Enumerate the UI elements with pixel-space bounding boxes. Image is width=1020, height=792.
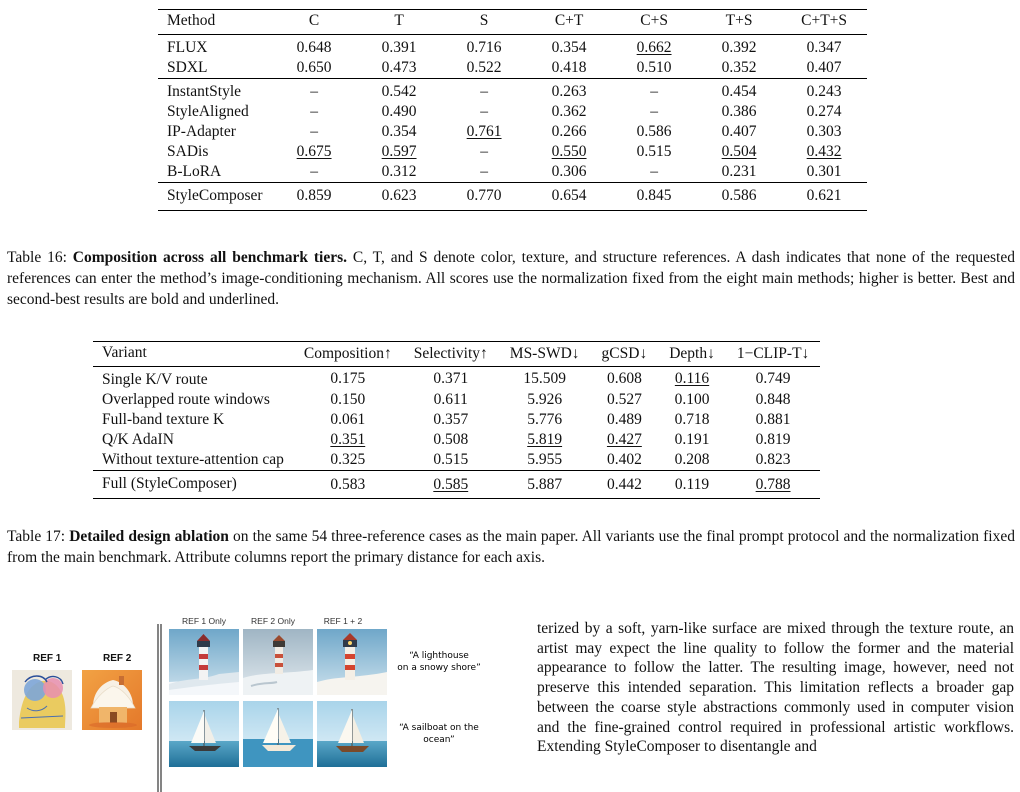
column-header: T+S xyxy=(697,10,782,35)
row-label: Overlapped route windows xyxy=(102,391,270,408)
cell-value: – xyxy=(650,163,658,180)
table-row xyxy=(158,102,867,122)
table-cell xyxy=(272,35,357,59)
cell-value: 5.819 xyxy=(527,431,563,448)
table-cell xyxy=(442,122,527,142)
table-cell xyxy=(527,58,612,79)
table-17 xyxy=(93,341,820,499)
sailboat-ref2-only xyxy=(243,701,313,767)
table-cell xyxy=(499,367,591,391)
table-cell xyxy=(272,58,357,79)
cell-value: 0.371 xyxy=(433,369,469,387)
column-header: T xyxy=(357,10,442,35)
row-label: B-LoRA xyxy=(167,163,222,180)
table-cell xyxy=(591,410,659,430)
cell-value: 0.489 xyxy=(606,411,642,428)
cell-value: 0.654 xyxy=(551,187,587,204)
cell-value: 0.386 xyxy=(721,103,757,120)
table-cell xyxy=(272,122,357,142)
cell-value: 0.881 xyxy=(755,411,791,428)
cell-value: 0.266 xyxy=(551,123,587,140)
cell-value: 0.648 xyxy=(296,39,332,56)
table-cell xyxy=(293,367,403,391)
cell-value: 0.427 xyxy=(606,431,642,448)
cell-value: 0.263 xyxy=(551,83,587,100)
cell-value: 0.515 xyxy=(636,143,672,160)
cell-value: 0.175 xyxy=(330,369,366,387)
cell-value: 0.788 xyxy=(755,475,791,493)
table-cell xyxy=(697,122,782,142)
table-cell xyxy=(293,410,403,430)
table-row xyxy=(93,390,820,410)
table-cell xyxy=(726,410,820,430)
table-cell xyxy=(527,35,612,59)
sailboat-ref1-2 xyxy=(317,701,387,767)
cell-value: 0.301 xyxy=(806,163,842,180)
row-label: StyleAligned xyxy=(167,103,249,120)
cell-value: 0.848 xyxy=(755,391,791,408)
column-header: C xyxy=(272,10,357,35)
cell-value: – xyxy=(650,83,658,100)
cell-value: 0.391 xyxy=(381,39,417,56)
column-header-ref1-only: REF 1 Only xyxy=(182,616,226,626)
column-header: gCSD↓ xyxy=(591,342,659,367)
table-cell xyxy=(726,390,820,410)
ref2-label: REF 2 xyxy=(103,653,132,664)
cell-value: 0.859 xyxy=(296,187,332,204)
table-row xyxy=(158,162,867,183)
prompt-sailboat-line2: ocean” xyxy=(423,735,455,745)
table-cell xyxy=(697,79,782,103)
cell-value: 0.432 xyxy=(806,143,842,160)
row-label: Q/K AdaIN xyxy=(102,431,174,448)
cell-value: 0.354 xyxy=(381,123,417,140)
cell-value: 0.761 xyxy=(466,123,502,140)
cell-value: 0.608 xyxy=(606,369,642,387)
lighthouse-ref1-only xyxy=(169,629,239,695)
table-row xyxy=(158,183,867,211)
table-cell xyxy=(591,390,659,410)
row-label: StyleComposer xyxy=(158,183,272,211)
table-cell xyxy=(499,430,591,450)
column-header: Method xyxy=(158,10,272,35)
cell-value: 0.402 xyxy=(606,451,642,468)
table-cell xyxy=(658,390,726,410)
table-cell xyxy=(293,430,403,450)
table-cell xyxy=(697,102,782,122)
cell-value: 5.887 xyxy=(527,475,563,493)
table-cell xyxy=(527,162,612,183)
cell-value: – xyxy=(480,143,488,160)
table-cell xyxy=(527,183,612,211)
table-row xyxy=(93,471,820,499)
cell-value: 0.623 xyxy=(381,187,417,204)
column-header: S xyxy=(442,10,527,35)
column-header: MS-SWD↓ xyxy=(499,342,591,367)
table-cell xyxy=(293,390,403,410)
cell-value: 0.749 xyxy=(755,369,791,387)
sailboat-ref1-only xyxy=(169,701,239,767)
table-cell xyxy=(499,471,591,499)
cell-value: 0.351 xyxy=(330,431,366,448)
table-cell xyxy=(591,367,659,391)
cell-value: 0.718 xyxy=(674,411,710,428)
table-cell xyxy=(612,35,697,59)
table-cell xyxy=(442,162,527,183)
cell-value: – xyxy=(650,103,658,120)
table-cell xyxy=(442,35,527,59)
caption-label: Table 16: xyxy=(7,249,73,266)
table-cell xyxy=(612,102,697,122)
table-cell xyxy=(782,142,867,162)
table-cell xyxy=(442,142,527,162)
cell-value: – xyxy=(310,123,318,140)
cell-value: 5.776 xyxy=(527,411,563,428)
table-cell xyxy=(442,183,527,211)
cell-value: 0.100 xyxy=(674,391,710,408)
table-cell xyxy=(612,79,697,103)
table-cell xyxy=(357,122,442,142)
cell-value: 0.407 xyxy=(721,123,757,140)
cell-value: 0.306 xyxy=(551,163,587,180)
table-cell xyxy=(272,102,357,122)
table-cell xyxy=(782,79,867,103)
table-row xyxy=(158,35,867,59)
table-cell xyxy=(403,390,499,410)
table-cell xyxy=(357,102,442,122)
table-cell xyxy=(272,162,357,183)
cell-value: 0.150 xyxy=(330,391,366,408)
table-cell xyxy=(726,471,820,499)
cell-value: 0.583 xyxy=(330,475,366,493)
body-paragraph: terized by a soft, yarn-like surface are mixed through the texture route, an artist may expect the line quality to follow the former and the material appearance to follow the latter. The resulting image, however, need not preserve this intended separation. This limitation reflects a broader gap between the coarse style abstractions commonly used in computer vision and the fine-grained control required in professional artistic workflows. Extending StyleComposer to disentangle and xyxy=(537,620,1014,756)
cell-value: 0.407 xyxy=(806,59,842,76)
table-row xyxy=(158,58,867,79)
cell-value: 0.586 xyxy=(721,187,757,204)
table-cell xyxy=(697,142,782,162)
table-row xyxy=(93,410,820,430)
row-label: Single K/V route xyxy=(102,371,208,388)
column-header: C+T xyxy=(527,10,612,35)
column-header: Depth↓ xyxy=(658,342,726,367)
cell-value: 0.550 xyxy=(551,143,587,160)
table-cell xyxy=(658,410,726,430)
cell-value: 0.352 xyxy=(721,59,757,76)
column-header: C+T+S xyxy=(782,10,867,35)
table-cell xyxy=(697,162,782,183)
prompt-lighthouse-line2: on a snowy shore” xyxy=(397,663,481,673)
cell-value: – xyxy=(310,163,318,180)
cell-value: 0.303 xyxy=(806,123,842,140)
table-cell xyxy=(782,183,867,211)
cell-value: 0.473 xyxy=(381,59,417,76)
table-cell xyxy=(293,450,403,471)
table-cell xyxy=(357,162,442,183)
table-row xyxy=(158,79,867,103)
cell-value: 0.597 xyxy=(381,143,417,160)
table-cell xyxy=(357,142,442,162)
cell-value: 0.508 xyxy=(433,431,469,448)
cell-value: 0.191 xyxy=(674,431,710,448)
cell-value: – xyxy=(310,103,318,120)
cell-value: – xyxy=(480,83,488,100)
cell-value: 0.770 xyxy=(466,187,502,204)
table-cell xyxy=(527,142,612,162)
prompt-lighthouse-line1: “A lighthouse xyxy=(409,651,469,661)
table-row xyxy=(93,450,820,471)
cell-value: 0.490 xyxy=(381,103,417,120)
cell-value: 0.325 xyxy=(330,451,366,468)
cell-value: 0.392 xyxy=(721,39,757,56)
table-row xyxy=(158,142,867,162)
cell-value: 0.208 xyxy=(674,451,710,468)
cell-value: 0.454 xyxy=(721,83,757,100)
table-cell xyxy=(658,450,726,471)
cell-value: – xyxy=(480,103,488,120)
table-cell xyxy=(272,142,357,162)
cell-value: 0.819 xyxy=(755,431,791,448)
table-cell xyxy=(782,35,867,59)
cell-value: 0.119 xyxy=(674,475,710,493)
table-cell xyxy=(726,430,820,450)
style-composition-figure xyxy=(7,612,487,792)
caption-text: on the same 54 three-reference cases as the main paper. All variants use the final prompt protocol and the normalization fixed from the main benchmark. Attribute columns report the primary distance for each axis. xyxy=(7,528,1015,566)
cell-value: 0.716 xyxy=(466,39,502,56)
lighthouse-ref1-2 xyxy=(317,629,387,695)
cell-value: 0.347 xyxy=(806,39,842,56)
table-cell xyxy=(782,162,867,183)
cell-value: 0.675 xyxy=(296,143,332,160)
row-label: SADis xyxy=(167,143,209,160)
ref1-label: REF 1 xyxy=(33,653,62,664)
table-16-caption xyxy=(7,247,1015,310)
table-cell xyxy=(591,430,659,450)
table-cell xyxy=(612,183,697,211)
column-header: 1−CLIP-T↓ xyxy=(726,342,820,367)
cell-value: 0.312 xyxy=(381,163,417,180)
row-label: IP-Adapter xyxy=(167,123,236,140)
table-cell xyxy=(357,58,442,79)
caption-title: Composition across all benchmark tiers. xyxy=(72,249,347,266)
table-cell xyxy=(726,450,820,471)
cell-value: 0.527 xyxy=(606,391,642,408)
cell-value: 0.845 xyxy=(636,187,672,204)
cell-value: 0.354 xyxy=(551,39,587,56)
table-cell xyxy=(612,58,697,79)
cell-value: 0.662 xyxy=(636,39,672,56)
table-16 xyxy=(158,9,867,211)
table-cell xyxy=(612,122,697,142)
row-label: SDXL xyxy=(167,59,208,76)
lighthouse-ref2-only xyxy=(243,629,313,695)
cell-value: 5.926 xyxy=(527,391,563,408)
table-cell xyxy=(726,367,820,391)
cell-value: 0.362 xyxy=(551,103,587,120)
table-row xyxy=(93,367,820,391)
column-header: Composition↑ xyxy=(293,342,403,367)
caption-text: C, T, and S denote color, texture, and structure references. A dash indicates that none of the requested references can enter the method’s image-conditioning mechanism. All scores use the normalization fixed from the eight main methods; higher is better. Best and second-best results are bold and underlined. xyxy=(7,249,1015,308)
table-17-caption xyxy=(7,526,1015,568)
column-header: C+S xyxy=(612,10,697,35)
prompt-sailboat-line1: “A sailboat on the xyxy=(399,723,479,733)
table-cell xyxy=(357,79,442,103)
cell-value: 0.515 xyxy=(433,451,469,468)
table-cell xyxy=(527,79,612,103)
column-header-ref1-2: REF 1 + 2 xyxy=(323,616,363,626)
caption-title: Detailed design ablation xyxy=(69,528,229,545)
table-cell xyxy=(499,450,591,471)
cell-value: – xyxy=(310,83,318,100)
cell-value: 0.542 xyxy=(381,83,417,100)
table-cell xyxy=(403,410,499,430)
table-row xyxy=(93,430,820,450)
table-row xyxy=(158,122,867,142)
column-header: Variant xyxy=(93,342,293,367)
cell-value: 0.231 xyxy=(721,163,757,180)
table-cell xyxy=(591,450,659,471)
table-cell xyxy=(442,102,527,122)
table-cell xyxy=(697,58,782,79)
cell-value: 0.442 xyxy=(606,475,642,493)
table-cell xyxy=(527,122,612,142)
column-header: Selectivity↑ xyxy=(403,342,499,367)
cell-value: 0.586 xyxy=(636,123,672,140)
table-cell xyxy=(357,183,442,211)
table-cell xyxy=(527,102,612,122)
cell-value: 0.650 xyxy=(296,59,332,76)
table-cell xyxy=(403,367,499,391)
cell-value: 0.274 xyxy=(806,103,842,120)
cell-value: 0.823 xyxy=(755,451,791,468)
table-cell xyxy=(658,471,726,499)
table-cell xyxy=(499,410,591,430)
table-cell xyxy=(442,58,527,79)
table-cell xyxy=(293,471,403,499)
table-cell xyxy=(357,35,442,59)
caption-label: Table 17: xyxy=(7,528,70,545)
table-cell xyxy=(591,471,659,499)
cell-value: 0.357 xyxy=(433,411,469,428)
column-header-ref2-only: REF 2 Only xyxy=(251,616,295,626)
row-label: Full-band texture K xyxy=(102,411,225,428)
row-label: FLUX xyxy=(167,39,208,56)
cell-value: – xyxy=(480,163,488,180)
row-label: Without texture-attention cap xyxy=(102,451,284,468)
table-cell xyxy=(272,183,357,211)
cell-value: 5.955 xyxy=(527,451,563,468)
table-cell xyxy=(782,102,867,122)
row-label: InstantStyle xyxy=(158,79,272,103)
cell-value: 0.510 xyxy=(636,59,672,76)
table-cell xyxy=(697,183,782,211)
cell-value: 0.611 xyxy=(433,391,468,408)
cell-value: 0.585 xyxy=(433,475,469,493)
table-cell xyxy=(499,390,591,410)
table-cell xyxy=(658,367,726,391)
cell-value: 0.061 xyxy=(330,411,366,428)
table-cell xyxy=(697,35,782,59)
table-cell xyxy=(403,430,499,450)
cell-value: 15.509 xyxy=(523,369,566,387)
ref1-image xyxy=(12,670,72,730)
table-cell xyxy=(782,58,867,79)
table-cell xyxy=(272,79,357,103)
cell-value: 0.621 xyxy=(806,187,842,204)
table-cell xyxy=(612,162,697,183)
table-cell xyxy=(403,450,499,471)
cell-value: 0.418 xyxy=(551,59,587,76)
table-cell xyxy=(658,430,726,450)
cell-value: 0.522 xyxy=(466,59,502,76)
cell-value: 0.243 xyxy=(806,83,842,100)
table-cell xyxy=(612,142,697,162)
cell-value: 0.504 xyxy=(721,143,757,160)
row-label: Full (StyleComposer) xyxy=(93,471,293,499)
table-cell xyxy=(442,79,527,103)
table-cell xyxy=(782,122,867,142)
ref2-image xyxy=(82,670,142,730)
cell-value: 0.116 xyxy=(674,369,710,387)
table-cell xyxy=(403,471,499,499)
